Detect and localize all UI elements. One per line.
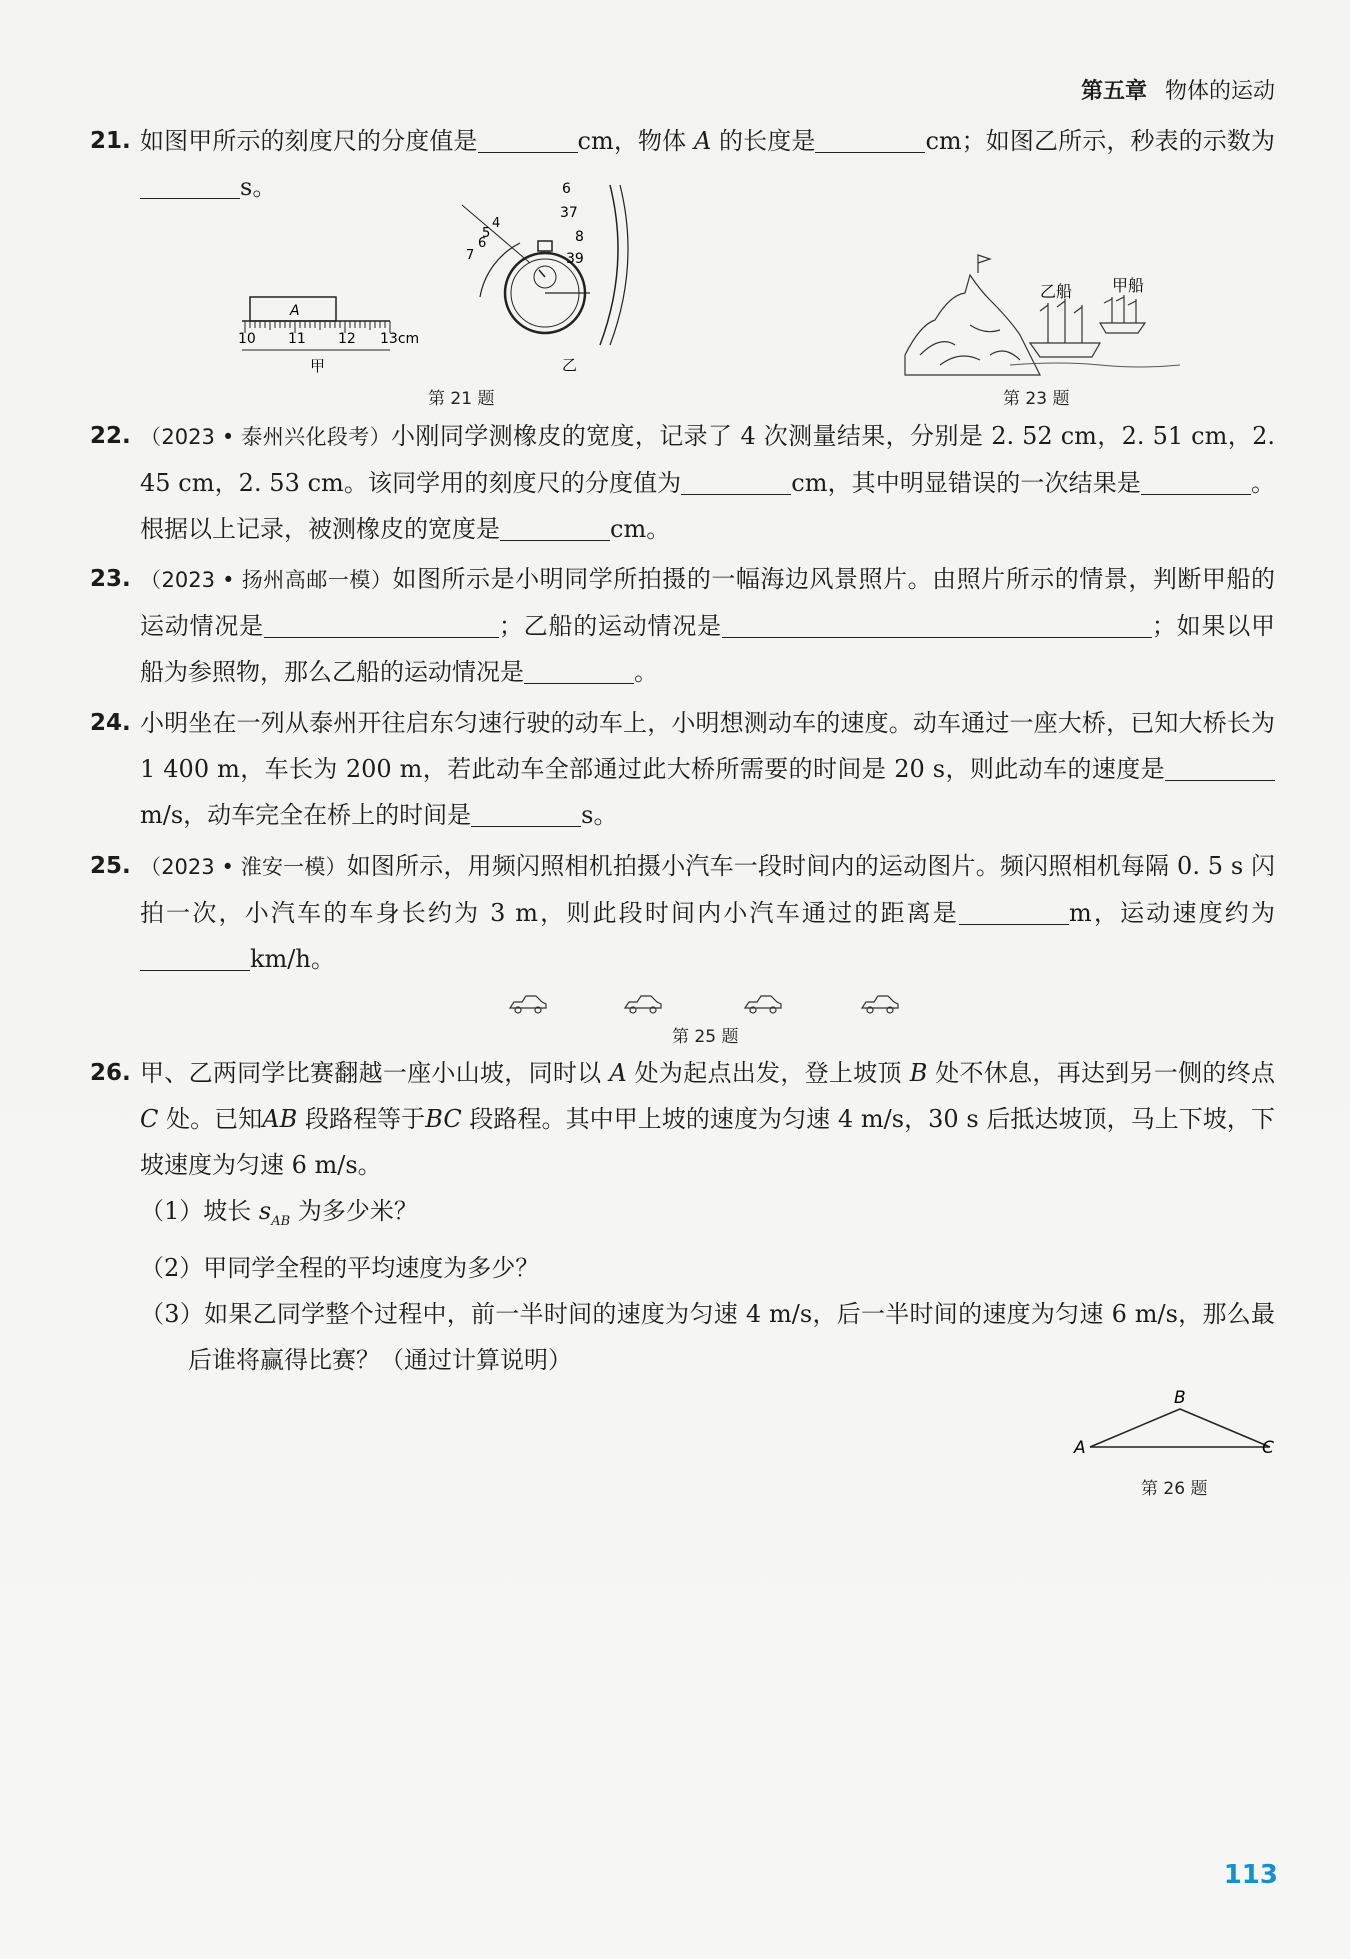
answer-blank[interactable] <box>1165 754 1275 781</box>
watch-figure-name: 乙 <box>562 356 578 374</box>
text-run: 。 <box>634 658 658 686</box>
running-header <box>1081 74 1275 105</box>
text-run: （1）坡长 <box>140 1197 252 1225</box>
ship-b <box>1030 299 1100 357</box>
text-run: 段路程等于 <box>304 1105 426 1133</box>
figure-23 <box>900 265 1180 380</box>
chapter-label: 第五章 <box>1080 79 1147 104</box>
ruler-tick-label: 11 <box>288 331 306 347</box>
question-text <box>140 700 1275 838</box>
variable-a: A <box>609 1059 627 1087</box>
large-dial-label: 37 <box>560 205 578 221</box>
answer-blank[interactable] <box>1042 611 1152 638</box>
text-run: 处为起点出发，登上坡顶 <box>634 1059 902 1087</box>
variable-bc: BC <box>425 1105 462 1133</box>
text-run: 如图所示是小明同学所拍摄的一幅海边风景照片。由照片所示的情景，判断甲船的运动情况是 <box>140 565 1276 640</box>
answer-blank[interactable] <box>478 126 578 153</box>
car-icon <box>862 996 898 1013</box>
text-run: cm，其中明显错误的一次结果是 <box>791 469 1141 497</box>
text-run: 。根据以上记录，被测橡皮的宽度是 <box>140 469 1276 543</box>
question-25 <box>90 843 1275 982</box>
text-run: 甲、乙两同学比赛翻越一座小山坡，同时以 <box>140 1059 602 1087</box>
small-dial-label: 7 <box>466 248 475 263</box>
text-run: s。 <box>240 173 277 201</box>
text-run: ；乙船的运动情况是 <box>498 612 722 640</box>
sub-question-2: （2）甲同学全程的平均速度为多少？ <box>140 1253 540 1282</box>
text-run: 处。已知 <box>166 1105 263 1133</box>
ruler-figure-name: 甲 <box>310 357 326 375</box>
answer-blank[interactable] <box>140 172 240 199</box>
answer-blank[interactable] <box>264 611 499 638</box>
question-source: （2023 • 扬州高邮一模） <box>140 568 393 592</box>
answer-blank[interactable] <box>524 657 634 684</box>
ship-a <box>1100 295 1145 333</box>
question-text <box>140 118 1275 210</box>
text-run: ；如果以甲船为参照物，那么乙船的运动情况是 <box>140 612 1276 686</box>
question-number: 21. <box>90 128 131 154</box>
figure-26 <box>1070 1385 1280 1460</box>
variable-a: A <box>693 127 712 155</box>
small-dial-label: 5 <box>482 226 491 241</box>
ruler-tick-label: 10 <box>238 331 256 347</box>
variable-b: B <box>909 1059 928 1087</box>
chapter-title: 物体的运动 <box>1164 79 1275 104</box>
coast-rocks <box>905 255 1040 375</box>
answer-blank[interactable] <box>471 800 581 827</box>
question-number: 22. <box>90 423 131 449</box>
small-dial-label: 6 <box>478 236 487 251</box>
small-dial-label: 4 <box>492 216 501 231</box>
question-number: 25. <box>90 853 131 879</box>
text-run: m/s，动车完全在桥上的时间是 <box>140 801 472 829</box>
question-22 <box>90 413 1275 552</box>
question-21 <box>90 118 1275 210</box>
text-run: 的长度是 <box>719 127 816 155</box>
variable-subscript: AB <box>271 1213 291 1229</box>
figure-25 <box>500 990 920 1020</box>
ruler <box>238 297 419 375</box>
text-run: cm，物体 <box>577 127 687 155</box>
text-run: 处不休息，再达到另一侧的终点 <box>935 1059 1275 1087</box>
car-icon <box>625 996 661 1013</box>
ruler-tick-label: 12 <box>338 331 356 347</box>
question-text <box>140 413 1275 552</box>
answer-blank[interactable] <box>681 468 791 495</box>
question-text <box>140 556 1275 695</box>
point-c-label: C <box>1262 1438 1274 1458</box>
page-number: 113 <box>1223 1860 1278 1890</box>
question-text <box>140 1050 1275 1188</box>
variable-s: s <box>258 1197 272 1225</box>
point-a-label: A <box>1074 1438 1086 1458</box>
object-a-label: A <box>290 303 300 319</box>
figure-25-caption: 第 25 题 <box>672 1027 739 1047</box>
text-run: 小明坐在一列从泰州开往启东匀速行驶的动车上，小明想测动车的速度。动车通过一座大桥，已知大桥长为 1 400 m，车长为 200 m，若此动车全部通过此大桥所需要的时间是 20 s，则此动车的速度是 <box>140 709 1275 783</box>
answer-blank[interactable] <box>815 126 925 153</box>
question-number: 26. <box>90 1060 131 1086</box>
text-run: 小刚同学测橡皮的宽度，记录了 4 次测量结果，分别是 2. 52 cm，2. 51 cm，2. 45 cm，2. 53 cm。该同学用的刻度尺的分度值为 <box>140 422 1276 497</box>
question-26 <box>90 1050 1275 1383</box>
ship-b-label: 乙船 <box>1040 282 1073 301</box>
figure-26-caption: 第 26 题 <box>1141 1479 1208 1499</box>
car-icon <box>745 996 781 1013</box>
question-text <box>140 843 1275 982</box>
figure-23-caption: 第 23 题 <box>1003 389 1070 409</box>
text-run: km/h。 <box>250 945 335 973</box>
question-23 <box>90 556 1275 695</box>
ship-a-label: 甲船 <box>1112 276 1145 295</box>
answer-blank[interactable] <box>500 514 610 541</box>
text-run: cm；如图乙所示，秒表的示数为 <box>925 127 1276 155</box>
answer-blank[interactable] <box>1141 468 1251 495</box>
point-b-label: B <box>1174 1388 1186 1408</box>
answer-blank[interactable] <box>140 944 250 971</box>
text-run: 如图所示，用频闪照相机拍摄小汽车一段时间内的运动图片。频闪照相机每隔 0. 5 s 闪拍一次，小汽车的车身长约为 3 m，则此段时间内小汽车通过的距离是 <box>140 852 1275 927</box>
question-24 <box>90 700 1275 838</box>
text-run: s。 <box>581 801 618 829</box>
sub-question-3: （3）如果乙同学整个过程中，前一半时间的速度为匀速 4 m/s，后一半时间的速度为匀速 6 m/s，那么最后谁将赢得比赛？（通过计算说明） <box>140 1299 1275 1374</box>
question-source: （2023 • 淮安一模） <box>140 855 347 879</box>
car-icon <box>510 996 546 1013</box>
question-number: 24. <box>90 710 131 736</box>
figure-21-caption: 第 21 题 <box>428 389 495 409</box>
text-run: 段路程。其中甲上坡的速度为匀速 4 m/s，30 s 后抵达坡顶，马上下坡，下坡速度为匀速 6 m/s。 <box>140 1105 1275 1179</box>
figure-21 <box>230 181 690 380</box>
large-dial-label: 6 <box>562 181 571 197</box>
question-source: （2023 • 泰州兴化段考） <box>140 425 392 449</box>
text-run: 为多少米？ <box>297 1197 418 1225</box>
answer-blank[interactable] <box>722 611 1042 638</box>
text-run: m，运动速度约为 <box>1068 899 1275 927</box>
large-dial-label: 8 <box>575 229 584 245</box>
sub-question-1 <box>140 1188 1275 1245</box>
variable-c: C <box>140 1105 159 1133</box>
text-run: cm。 <box>610 515 671 543</box>
variable-ab: AB <box>262 1105 298 1133</box>
ruler-tick-label: 13cm <box>380 331 420 347</box>
text-run: 如图甲所示的刻度尺的分度值是 <box>140 127 478 155</box>
question-number: 23. <box>90 566 131 592</box>
answer-blank[interactable] <box>959 898 1069 925</box>
large-dial-label: 39 <box>566 251 584 267</box>
